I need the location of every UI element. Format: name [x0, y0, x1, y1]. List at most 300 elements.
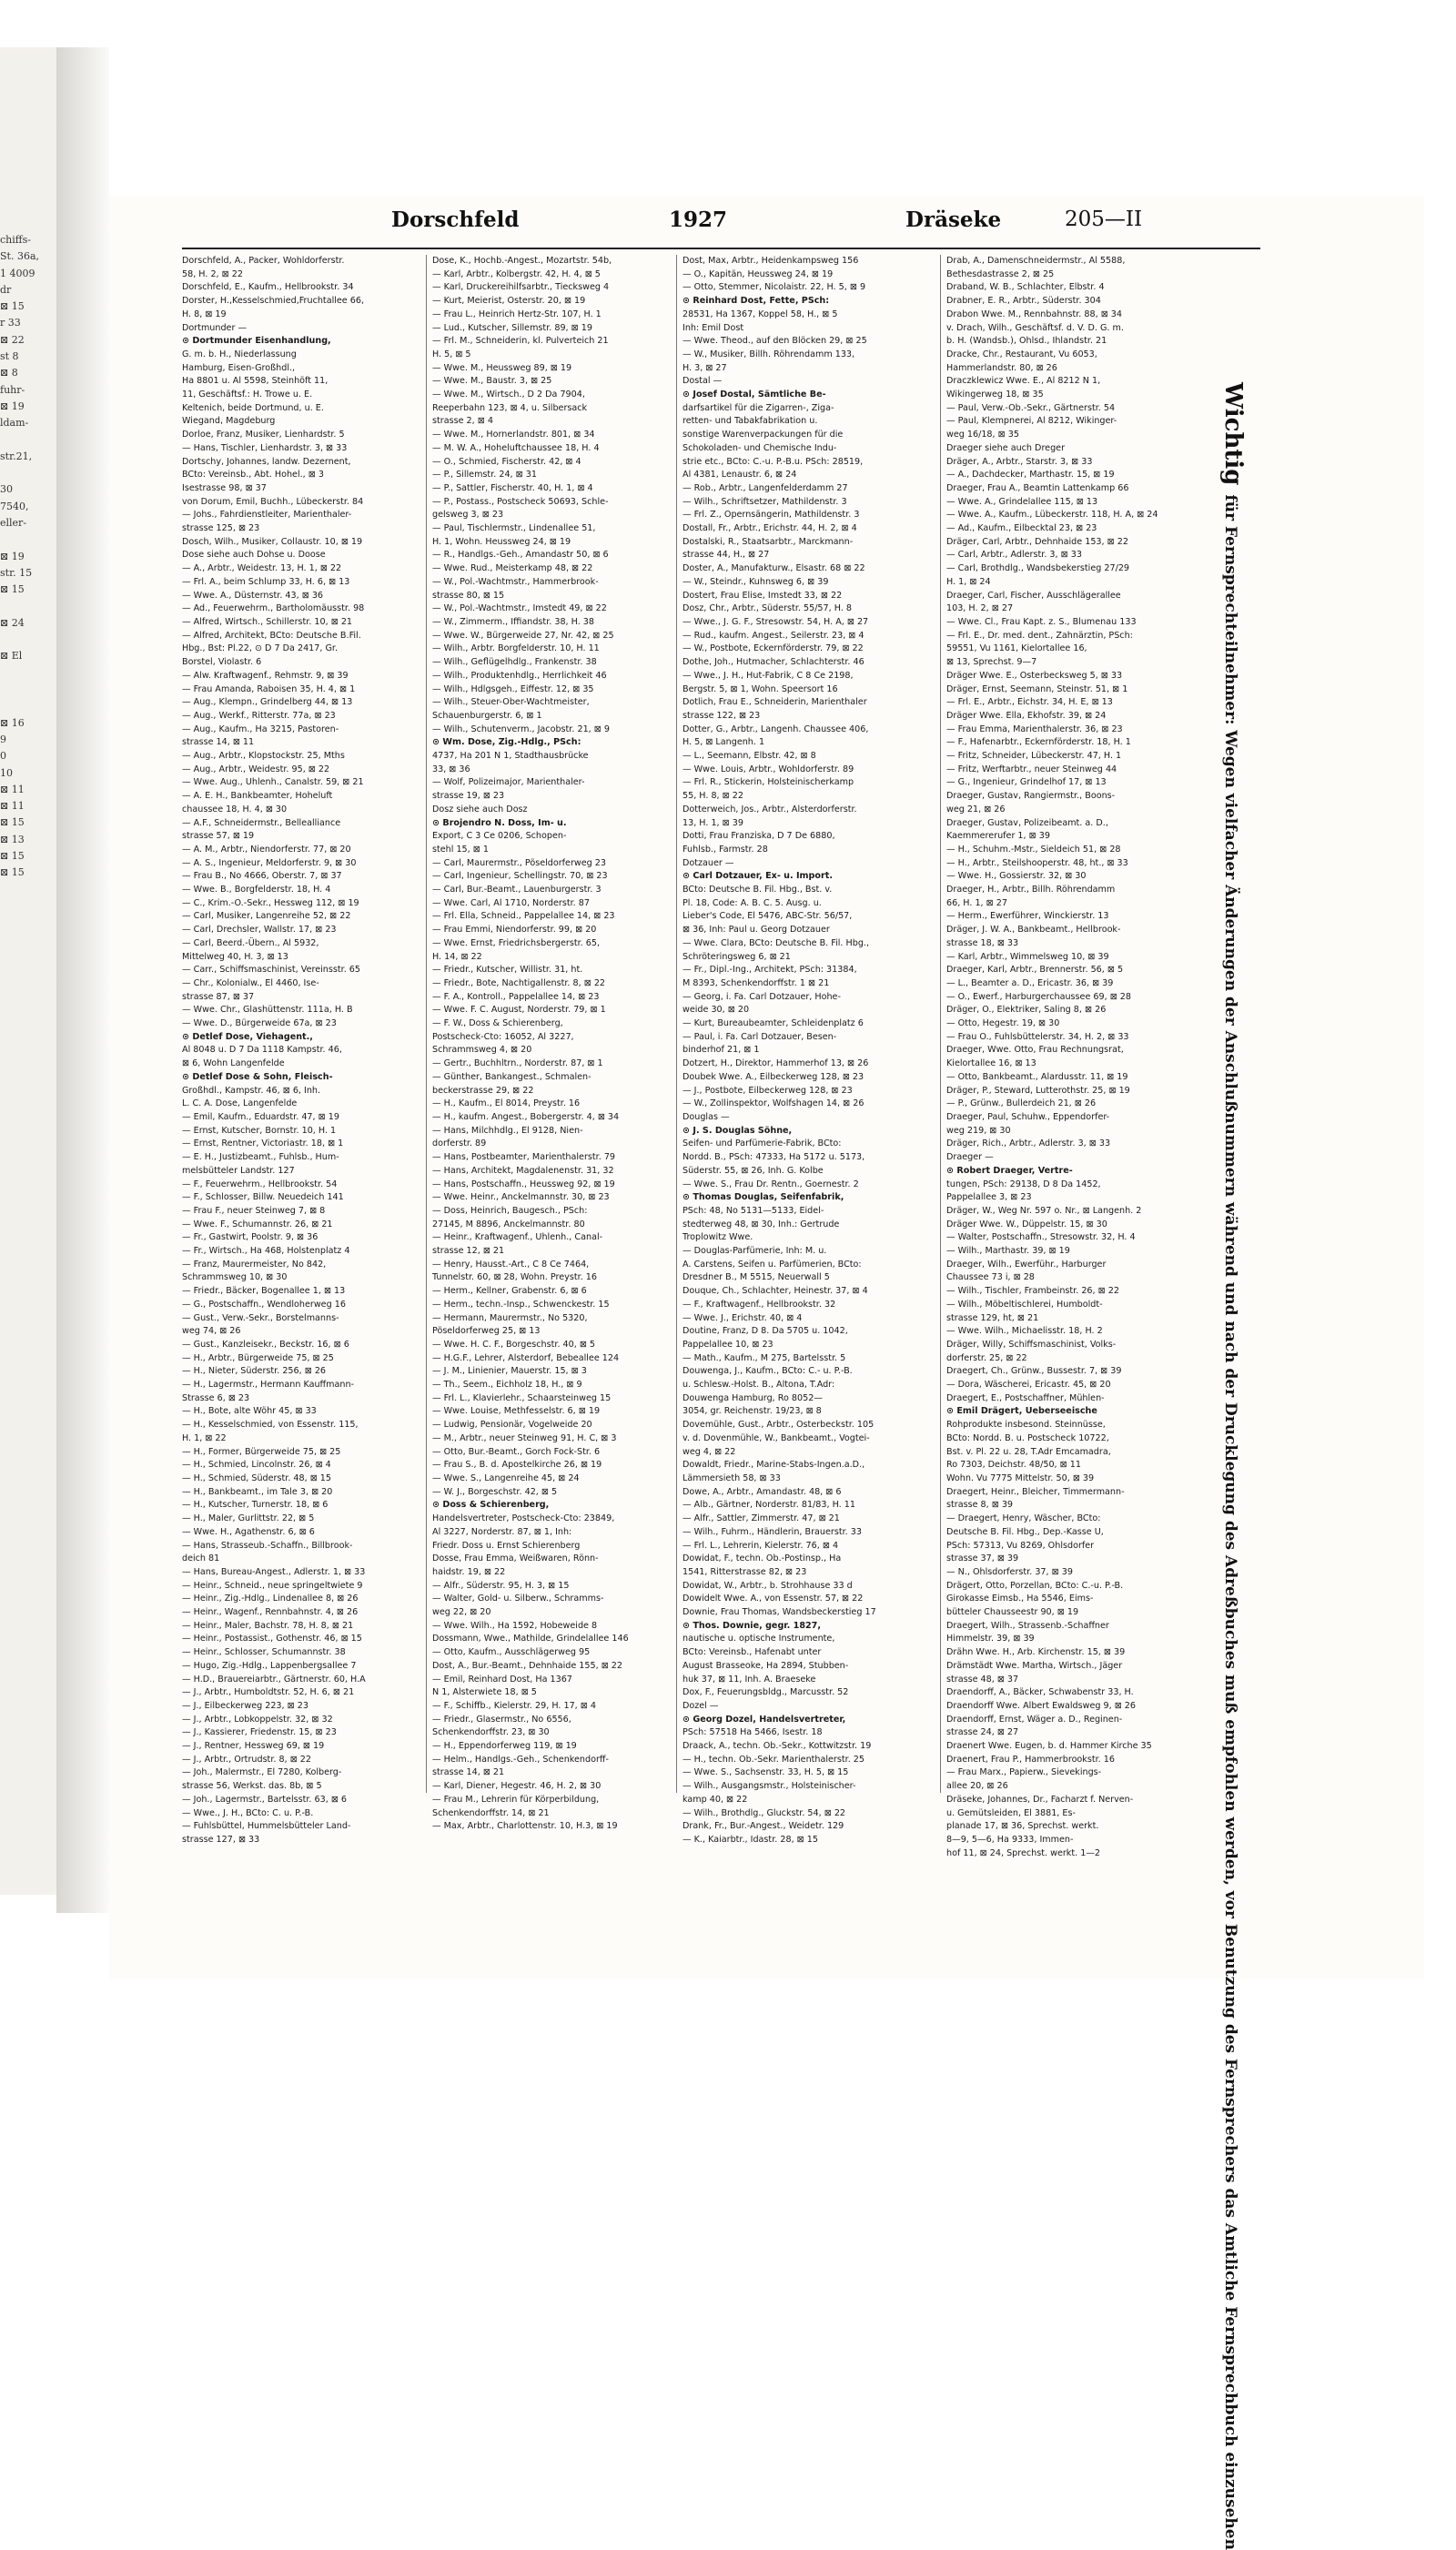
directory-entry-line: — Hans, Postbeamter, Marienthalerstr. 79: [432, 1152, 616, 1163]
directory-entry-line: ⊠ 6, Wohn Langenfelde: [182, 1058, 285, 1069]
edge-text-line: ⊠ 19: [0, 550, 25, 562]
directory-entry-line: Schauenburgerstr. 6, ⊠ 1: [432, 710, 542, 721]
directory-entry-line: H. 14, ⊠ 22: [432, 951, 482, 962]
directory-entry-line: — Hans, Bureau-Angest., Adlerstr. 1, ⊠ 33: [182, 1566, 366, 1577]
directory-entry-line: — H., Bote, alte Wöhr 45, ⊠ 33: [182, 1406, 317, 1417]
directory-entry-line: Wohn. Vu 7775 Mittelstr. 50, ⊠ 39: [946, 1472, 1095, 1483]
directory-entry-line: dorferstr. 25, ⊠ 22: [946, 1352, 1027, 1363]
directory-entry-line: Postscheck-Cto: 16052, Al 3227,: [432, 1031, 574, 1042]
directory-entry-line: — Gust., Kanzleisekr., Beckstr. 16, ⊠ 6: [182, 1339, 349, 1350]
directory-entry-line: — Doss, Heinrich, Baugesch., PSch:: [432, 1205, 588, 1216]
directory-entry-line: — Kurt, Meierist, Osterstr. 20, ⊠ 19: [432, 296, 586, 307]
directory-entry-line: Lämmersieth 58, ⊠ 33: [682, 1472, 781, 1483]
directory-entry-line: Doutine, Franz, D 8. Da 5705 u. 1042,: [682, 1326, 848, 1337]
directory-entry-line: — K., Kaiarbtr., Idastr. 28, ⊠ 15: [682, 1834, 818, 1845]
directory-entry-line: Draegert, Heinr., Bleicher, Timmermann-: [946, 1486, 1125, 1497]
directory-entry-line: — Alb., Gärtner, Norderstr. 81/83, H. 11: [682, 1500, 855, 1511]
edge-text-line: ⊠ 22: [0, 333, 25, 346]
directory-entry-line: — Wwe. Aug., Uhlenh., Canalstr. 59, ⊠ 21: [182, 777, 364, 788]
directory-entry-line: — Wwe., J. G. F., Stresowstr. 54, H. A, ⊠ 27: [682, 616, 869, 627]
directory-entry-line: ⊙ Emil Drägert, Ueberseeische: [946, 1406, 1097, 1417]
edge-text-line: chiffs-: [0, 234, 31, 246]
directory-entry-line: — Wilh., Brothdlg., Gluckstr. 54, ⊠ 22: [682, 1807, 846, 1818]
directory-entry-line: — Wilh., Schutenverm., Jacobstr. 21, ⊠ 9: [432, 724, 610, 734]
directory-entry-line: — Karl, Diener, Hegestr. 46, H. 2, ⊠ 30: [432, 1781, 602, 1792]
directory-entry-line: — Carr., Schiffsmaschinist, Vereinsstr. 65: [182, 965, 361, 976]
directory-entry-line: chaussee 18, H. 4, ⊠ 30: [182, 804, 288, 815]
directory-entry-line: — Lud., Kutscher, Sillemstr. 89, ⊠ 19: [432, 322, 592, 333]
directory-entry-line: 55, H. 8, ⊠ 22: [682, 791, 743, 802]
directory-entry-line: — W., Musiker, Billh. Röhrendamm 133,: [682, 349, 855, 359]
directory-entry-line: strasse 2, ⊠ 4: [432, 416, 493, 427]
directory-entry-line: Himmelstr. 39, ⊠ 39: [946, 1634, 1035, 1644]
directory-entry-line: — Wwe. Chr., Glashüttenstr. 111a, H. B: [182, 1005, 353, 1016]
edge-text-line: ⊠ 15: [0, 300, 25, 313]
edge-text-line: str. 15: [0, 566, 33, 579]
directory-entry-line: — Gertr., Buchhltrn., Norderstr. 87, ⊠ 1: [432, 1058, 603, 1069]
page-gutter: [56, 47, 109, 1913]
directory-entry-line: 8—9, 5—6, Ha 9333, Immen-: [946, 1834, 1074, 1845]
directory-entry-line: strasse 127, ⊠ 33: [182, 1834, 260, 1845]
directory-entry-line: — H., Former, Bürgerweide 75, ⊠ 25: [182, 1446, 341, 1457]
directory-entry-line: Dracke, Chr., Restaurant, Vu 6053,: [946, 349, 1097, 359]
directory-entry-line: retten- und Tabakfabrikation u.: [682, 416, 818, 427]
directory-entry-line: — F. W., Doss & Schierenberg,: [432, 1018, 563, 1029]
directory-entry-line: u. Schlesw.-Holst. B., Altona, T.Adr:: [682, 1380, 835, 1391]
directory-entry-line: — Herm., Kellner, Grabenstr. 6, ⊠ 6: [432, 1286, 587, 1297]
directory-entry-line: Draczklewicz Wwe. E., Al 8212 N 1,: [946, 376, 1101, 387]
directory-entry-line: — N., Ohlsdorferstr. 37, ⊠ 39: [946, 1566, 1073, 1577]
directory-entry-line: — Hans, Tischler, Lienhardstr. 3, ⊠ 33: [182, 442, 348, 453]
directory-entry-line: — Alfred, Architekt, BCto: Deutsche B.Fil.: [182, 630, 361, 641]
directory-entry-line: Downie, Frau Thomas, Wandsbeckerstieg 17: [682, 1607, 876, 1618]
edge-text-line: r 33: [0, 317, 21, 329]
edge-text-line: ⊠ 15: [0, 849, 25, 862]
directory-entry-line: — Wwe. Theod., auf den Blöcken 29, ⊠ 25: [682, 336, 867, 347]
directory-entry-line: — Frau M., Lehrerin für Körperbildung,: [432, 1794, 600, 1805]
directory-entry-line: — Friedr., Bäcker, Bogenallee 1, ⊠ 13: [182, 1286, 346, 1297]
directory-entry-line: 3054, gr. Reichenstr. 19/23, ⊠ 8: [682, 1406, 822, 1417]
directory-entry-line: M 8393, Schenkendorffstr. 1 ⊠ 21: [682, 977, 830, 988]
directory-entry-line: — Henry, Hausst.-Art., C 8 Ce 7464,: [432, 1259, 590, 1270]
directory-entry-line: weg 219, ⊠ 30: [946, 1125, 1011, 1136]
directory-entry-line: — Hans, Milchhdlg., El 9128, Nien-: [432, 1125, 583, 1136]
directory-entry-line: H. 3, ⊠ 27: [682, 362, 727, 373]
directory-entry-line: — Carl, Drechsler, Wallstr. 17, ⊠ 23: [182, 925, 337, 936]
directory-entry-line: Schenkendorffstr. 23, ⊠ 30: [432, 1727, 550, 1738]
directory-entry-line: — Fr., Gastwirt, Poolstr. 9, ⊠ 36: [182, 1232, 318, 1243]
directory-entry-line: — Fritz, Schneider, Lübeckerstr. 47, H. 1: [946, 751, 1122, 762]
directory-entry-line: Fuhlsb., Farmstr. 28: [682, 844, 768, 855]
directory-entry-line: — Franz, Maurermeister, No 842,: [182, 1259, 327, 1270]
edge-text-line: dr: [0, 283, 12, 296]
directory-entry-line: Dresdner B., M 5515, Neuerwall 5: [682, 1272, 830, 1283]
directory-entry-line: — Fuhlsbüttel, Hummelsbütteler Land-: [182, 1821, 351, 1832]
directory-entry-line: — Aug., Arbtr., Klopstockstr. 25, Mths: [182, 751, 345, 762]
directory-entry-line: — P., Sillemstr. 24, ⊠ 31: [432, 470, 537, 481]
directory-entry-line: — Rob., Arbtr., Langenfelderdamm 27: [682, 482, 848, 493]
directory-entry-line: weg 21, ⊠ 26: [946, 804, 1006, 815]
side-notice-heading: Wichtig: [1219, 382, 1247, 486]
directory-entry-line: — H., Eppendorferweg 119, ⊠ 19: [432, 1741, 577, 1752]
edge-text-line: [0, 465, 55, 481]
directory-entry-line: — H., Kaufm., El 8014, Preystr. 16: [432, 1098, 581, 1109]
directory-entry-line: — Math., Kaufm., M 275, Bartelsstr. 5: [682, 1352, 846, 1363]
directory-entry-line: — Aug., Arbtr., Weidestr. 95, ⊠ 22: [182, 764, 330, 774]
directory-entry-line: — Dora, Wäscherei, Ericastr. 45, ⊠ 20: [946, 1380, 1111, 1391]
directory-entry-line: PSch: 57518 Ha 5466, Isestr. 18: [682, 1727, 823, 1738]
directory-entry-line: Dozel —: [682, 1700, 719, 1711]
directory-entry-line: — Hans, Strasseub.-Schaffn., Billbrook-: [182, 1540, 353, 1551]
directory-entry-line: H. 1, ⊠ 22: [182, 1432, 227, 1443]
directory-entry-line: — Frau Emmi, Niendorferstr. 99, ⊠ 20: [432, 925, 597, 936]
directory-entry-line: Douwenga Hamburg, Ro 8052—: [682, 1392, 823, 1403]
directory-entry-line: — M. W. A., Hoheluftchaussee 18, H. 4: [432, 442, 600, 453]
directory-entry-line: Dox, F., Feuerungsbldg., Marcusstr. 52: [682, 1687, 849, 1698]
directory-entry-line: Kielortallee 16, ⊠ 13: [946, 1058, 1036, 1069]
directory-entry-line: — H.G.F., Lehrer, Alsterdorf, Bebeallee 124: [432, 1352, 620, 1363]
directory-entry-line: — O., Schmied, Fischerstr. 42, ⊠ 4: [432, 456, 581, 467]
directory-entry-line: — Aug., Klempn., Grindelberg 44, ⊠ 13: [182, 697, 353, 708]
directory-entry-line: — J., Postbote, Eilbeckerweg 128, ⊠ 23: [682, 1085, 853, 1096]
directory-entry-line: — Alfr., Sattler, Zimmerstr. 47, ⊠ 21: [682, 1513, 840, 1524]
directory-entry-line: — Ad., Kaufm., Eilbecktal 23, ⊠ 23: [946, 523, 1097, 534]
edge-text-line: [0, 531, 55, 548]
directory-entry-line: — Heinr., Maler, Bachstr. 78, H. 8, ⊠ 21: [182, 1620, 354, 1631]
directory-entry-line: v. Drach, Wilh., Geschäftsf. d. V. D. G. m.: [946, 322, 1124, 333]
directory-entry-line: strasse 24, ⊠ 27: [946, 1727, 1019, 1738]
directory-entry-line: Handelsvertreter, Postscheck-Cto: 23849,: [432, 1513, 615, 1524]
directory-entry-line: — Herm., techn.-Insp., Schwenckestr. 15: [432, 1299, 610, 1310]
directory-entry-line: BCto: Vereinsb., Hafenabt unter: [682, 1647, 822, 1658]
column-divider: [676, 255, 677, 1793]
header-page-number: 205—II: [1065, 207, 1143, 231]
edge-text-line: st 8: [0, 350, 19, 363]
directory-entry-line: Dräger, Carl, Arbtr., Dehnhaide 153, ⊠ 22: [946, 536, 1128, 547]
directory-entry-line: — Wwe. H. C. F., Borgeschstr. 40, ⊠ 5: [432, 1339, 596, 1350]
directory-entry-line: Dräger, Rich., Arbtr., Adlerstr. 3, ⊠ 33: [946, 1138, 1111, 1149]
directory-entry-line: — Hans, Architekt, Magdalenenstr. 31, 32: [432, 1165, 614, 1176]
directory-entry-line: Hamburg, Eisen-Großhdl.,: [182, 362, 296, 373]
directory-entry-line: — Heinr., Zig.-Hdlg., Lindenallee 8, ⊠ 26: [182, 1594, 359, 1604]
directory-entry-line: Dorster, H.,Kesselschmied,Fruchtallee 66,: [182, 296, 365, 307]
directory-entry-line: ⊠ 13, Sprechst. 9—7: [946, 657, 1037, 668]
directory-entry-line: — Wilh., Schriftsetzer, Mathildenstr. 3: [682, 496, 847, 507]
directory-entry-line: — Friedr., Bote, Nachtigallenstr. 8, ⊠ 22: [432, 977, 606, 988]
edge-text-line: 10: [0, 766, 13, 779]
directory-entry-line: Al 3227, Norderstr. 87, ⊠ 1, Inh:: [432, 1526, 572, 1537]
directory-entry-line: — Heinr., Wagenf., Rennbahnstr. 4, ⊠ 26: [182, 1607, 359, 1618]
directory-entry-line: stehl 15, ⊠ 1: [432, 844, 489, 855]
directory-entry-line: Kaemmererufer 1, ⊠ 39: [946, 831, 1050, 842]
directory-entry-line: Nordd. B., PSch: 47333, Ha 5172 u. 5173,: [682, 1152, 865, 1163]
directory-entry-line: Dose, K., Hochb.-Angest., Mozartstr. 54b,: [432, 256, 612, 266]
directory-entry-line: Dräger, Ernst, Seemann, Steinstr. 51, ⊠ 1: [946, 683, 1128, 694]
directory-entry-line: August Brasseoke, Ha 2894, Stubben-: [682, 1660, 849, 1671]
directory-entry-line: — Frau Marx., Papierw., Sievekings-: [946, 1767, 1102, 1778]
directory-entry-line: Pl. 18, Code: A. B. C. 5. Ausg. u.: [682, 897, 822, 908]
edge-text-line: eller-: [0, 517, 27, 530]
directory-entry-line: Dowidat, W., Arbtr., b. Strohhause 33 d: [682, 1580, 853, 1591]
directory-entry-line: — F., Feuerwehrm., Hellbrookstr. 54: [182, 1179, 338, 1189]
directory-entry-line: — Otto, Kaufm., Ausschlägerweg 95: [432, 1647, 591, 1658]
directory-entry-line: weide 30, ⊠ 20: [682, 1005, 750, 1016]
directory-entry-line: — J., Kassierer, Friedenstr. 15, ⊠ 23: [182, 1727, 337, 1738]
directory-entry-line: — Paul, Klempnerei, Al 8212, Wikinger-: [946, 416, 1117, 427]
directory-entry-line: Dotzert, H., Direktor, Hammerhof 13, ⊠ 26: [682, 1058, 869, 1069]
directory-entry-line: — Heinr., Schneid., neue springeltwiete 9: [182, 1580, 363, 1591]
directory-entry-line: — H., Kesselschmied, von Essenstr. 115,: [182, 1420, 359, 1431]
directory-entry-line: — Frl. Z., Opernsängerin, Mathildenstr. 3: [682, 510, 860, 521]
directory-entry-line: — Otto, Bur.-Beamt., Gorch Fock-Str. 6: [432, 1446, 601, 1457]
directory-entry-line: Lieber's Code, El 5476, ABC-Str. 56/57,: [682, 911, 853, 922]
directory-entry-line: Dräger Wwe. E., Osterbecksweg 5, ⊠ 33: [946, 670, 1123, 681]
directory-entry-line: Draendorff, A., Bäcker, Schwabenstr 33, H.: [946, 1687, 1134, 1698]
directory-entry-line: Bergstr. 5, ⊠ 1, Wohn. Speersort 16: [682, 683, 838, 694]
directory-entry-line: ⊙ Carl Dotzauer, Ex- u. Import.: [682, 871, 833, 882]
directory-entry-line: von Dorum, Emil, Buchh., Lübeckerstr. 84: [182, 496, 364, 507]
directory-column-1: [182, 255, 414, 1845]
directory-entry-line: BCto: Vereinsb., Abt. Hohel., ⊠ 3: [182, 470, 324, 481]
directory-entry-line: Draenert, Frau P., Hammerbrookstr. 16: [946, 1754, 1115, 1765]
directory-entry-line: Dosz, Chr., Arbtr., Süderstr. 55/57, H. 8: [682, 603, 852, 614]
directory-entry-line: — Joh., Lagermstr., Bartelsstr. 63, ⊠ 6: [182, 1794, 348, 1805]
directory-entry-line: — A. S., Ingenieur, Meldorferstr. 9, ⊠ 30: [182, 857, 357, 868]
directory-entry-line: — Wwe. Louis, Arbtr., Wohldorferstr. 89: [682, 764, 854, 774]
directory-entry-line: — Emil, Kaufm., Eduardstr. 47, ⊠ 19: [182, 1112, 339, 1122]
directory-entry-line: Dräger, A., Arbtr., Starstr. 3, ⊠ 33: [946, 456, 1093, 467]
directory-entry-line: — Ad., Feuerwehrm., Bartholomäusstr. 98: [182, 603, 365, 614]
directory-entry-line: — A., Dachdecker, Marthastr. 15, ⊠ 19: [946, 470, 1115, 481]
directory-entry-line: — Aug., Werkf., Ritterstr. 77a, ⊠ 23: [182, 710, 336, 721]
directory-entry-line: — P., Grünw., Bullerdeich 21, ⊠ 26: [946, 1098, 1097, 1109]
directory-entry-line: — Wwe. H., Agathenstr. 6, ⊠ 6: [182, 1526, 315, 1537]
directory-entry-line: — H., Lagermstr., Hermann Kauffmann-: [182, 1380, 355, 1391]
directory-entry-line: — Alw. Kraftwagenf., Rehmstr. 9, ⊠ 39: [182, 670, 349, 681]
directory-entry-line: Dorschfeld, E., Kaufm., Hellbrookstr. 34: [182, 282, 354, 293]
directory-entry-line: Bst. v. Pl. 22 u. 28, T.Adr Emcamadra,: [946, 1446, 1111, 1457]
directory-entry-line: — Otto, Bankbeamt., Alardusstr. 11, ⊠ 19: [946, 1071, 1128, 1082]
edge-text-line: ⊠ 13: [0, 833, 25, 845]
directory-entry-line: — Frau O., Fuhlsbüttelerstr. 34, H. 2, ⊠ 33: [946, 1031, 1129, 1042]
directory-entry-line: strasse 19, ⊠ 23: [432, 791, 505, 802]
directory-entry-line: Draendorff, Ernst, Wäger a. D., Reginen-: [946, 1714, 1123, 1725]
directory-entry-line: — Friedr., Kutscher, Willistr. 31, ht.: [432, 965, 583, 976]
directory-entry-line: — Wilh., Steuer-Ober-Wachtmeister,: [432, 697, 590, 708]
directory-entry-line: — H., Maler, Gurlittstr. 22, ⊠ 5: [182, 1513, 315, 1524]
directory-entry-line: Dräger, W., Weg Nr. 597 o. Nr., ⊠ Langenh. 2: [946, 1205, 1142, 1216]
directory-entry-line: — Wwe. Ernst, Friedrichsbergerstr. 65,: [432, 937, 601, 948]
header-first-entry: Dorschfeld: [391, 207, 520, 232]
directory-entry-line: — Frl. Ella, Schneid., Pappelallee 14, ⊠ 23: [432, 911, 615, 922]
directory-entry-line: Douwenga, J., Kaufm., BCto: C.- u. P.-B.: [682, 1366, 853, 1377]
directory-entry-line: — W., Zollinspektor, Wolfshagen 14, ⊠ 26: [682, 1098, 864, 1109]
directory-entry-line: weg 16/18, ⊠ 35: [946, 430, 1019, 440]
directory-entry-line: Schröteringsweg 6, ⊠ 21: [682, 951, 791, 962]
directory-entry-line: allee 20, ⊠ 26: [946, 1781, 1008, 1792]
edge-text-line: [0, 632, 55, 648]
directory-entry-line: — Frau B., No 4666, Oberstr. 7, ⊠ 37: [182, 871, 342, 882]
directory-entry-line: — Wwe., J. H., Hut-Fabrik, C 8 Ce 2198,: [682, 670, 854, 681]
directory-entry-line: strasse 48, ⊠ 37: [946, 1674, 1019, 1685]
directory-entry-line: Dowidat, F., techn. Ob.-Postinsp., Ha: [682, 1553, 842, 1564]
directory-entry-line: — Wilh., Hdlgsgeh., Eiffestr. 12, ⊠ 35: [432, 683, 594, 694]
directory-entry-line: Draendorff Wwe. Albert Ewaldsweg 9, ⊠ 26: [946, 1700, 1136, 1711]
directory-entry-line: deich 81: [182, 1553, 220, 1564]
directory-entry-line: Draeger, Frau A., Beamtin Lattenkamp 66: [946, 482, 1129, 493]
directory-entry-line: — Frl. E., Arbtr., Eichstr. 34, H. E, ⊠ 13: [946, 697, 1113, 708]
directory-entry-line: Schrammsweg 4, ⊠ 20: [432, 1045, 532, 1056]
directory-column-3: [682, 255, 915, 1845]
directory-entry-line: — Wwe. Wilh., Michaelisstr. 18, H. 2: [946, 1326, 1103, 1337]
directory-entry-line: G. m. b. H., Niederlassung: [182, 349, 297, 359]
side-notice: [1206, 382, 1247, 2550]
directory-entry-line: Draegert, Wilh., Strassenb.-Schaffner: [946, 1620, 1109, 1631]
directory-entry-line: dorferstr. 89: [432, 1138, 487, 1149]
edge-text-line: St. 36a,: [0, 250, 40, 263]
directory-entry-line: — Rud., kaufm. Angest., Seilerstr. 23, ⊠ 4: [682, 630, 864, 641]
directory-entry-line: — Ludwig, Pensionär, Vogelweide 20: [432, 1420, 592, 1431]
directory-entry-line: Deutsche B. Fil. Hbg., Dep.-Kasse U,: [946, 1526, 1104, 1537]
directory-entry-line: ⊙ Thos. Downie, gegr. 1827,: [682, 1620, 822, 1631]
directory-entry-line: — Hugo, Zig.-Hdlg., Lappenbergsallee 7: [182, 1660, 357, 1671]
directory-entry-line: — Carl, Ingenieur, Schellingstr. 70, ⊠ 23: [432, 871, 608, 882]
directory-entry-line: Dowidelt Wwe. A., von Essenstr. 57, ⊠ 22: [682, 1594, 864, 1604]
directory-entry-line: — Helm., Handlgs.-Geh., Schenkendorff-: [432, 1754, 609, 1765]
directory-entry-line: — L., Beamter a. D., Ericastr. 36, ⊠ 39: [946, 977, 1114, 988]
directory-entry-line: Dosz siehe auch Dosz: [432, 804, 528, 815]
directory-entry-line: — Walter, Gold- u. Silberw., Schramms-: [432, 1594, 604, 1604]
directory-entry-line: strasse 12, ⊠ 21: [432, 1246, 505, 1257]
directory-entry-line: — Wwe. J., Erichstr. 40, ⊠ 4: [682, 1312, 803, 1323]
directory-entry-line: Draack, A., techn. Ob.-Sekr., Kottwitzstr. 19: [682, 1741, 872, 1752]
directory-entry-line: — J., Arbtr., Ortrudstr. 8, ⊠ 22: [182, 1754, 311, 1765]
directory-entry-line: N 1, Alsterwiete 18, ⊠ 5: [432, 1687, 537, 1698]
directory-entry-line: Ro 7303, Deichstr. 48/50, ⊠ 11: [946, 1460, 1081, 1471]
directory-entry-line: ⊙ Detlef Dose & Sohn, Fleisch-: [182, 1071, 333, 1082]
directory-entry-line: Dosse, Frau Emma, Weißwaren, Rönn-: [432, 1553, 599, 1564]
directory-entry-line: sonstige Warenverpackungen für die: [682, 430, 844, 440]
directory-entry-line: — F., Hafenarbtr., Eckernförderstr. 18, H. 1: [946, 737, 1131, 748]
directory-entry-line: Draeger siehe auch Dreger: [946, 442, 1066, 453]
directory-entry-line: Draeger, H., Arbtr., Billh. Röhrendamm: [946, 885, 1116, 896]
directory-entry-line: Dräger Wwe. W., Düppelstr. 15, ⊠ 30: [946, 1219, 1107, 1229]
directory-entry-line: Dostall, Fr., Arbtr., Erichstr. 44, H. 2, ⊠ 4: [682, 523, 857, 534]
directory-column-2: [432, 255, 664, 1832]
edge-text-line: 1 4009: [0, 267, 35, 279]
directory-entry-line: ⊙ Doss & Schierenberg,: [432, 1500, 550, 1511]
directory-entry-line: ⊙ Josef Dostal, Sämtliche Be-: [682, 390, 826, 400]
directory-entry-line: — W., Pol.-Wachtmstr., Imstedt 49, ⊠ 22: [432, 603, 607, 614]
directory-entry-line: haidstr. 19, ⊠ 22: [432, 1566, 506, 1577]
directory-entry-line: — Hermann, Maurermstr., No 5320,: [432, 1312, 588, 1323]
edge-text-line: 7540,: [0, 500, 29, 512]
directory-entry-line: Doster, A., Manufakturw., Elsastr. 68 ⊠ 22: [682, 563, 865, 574]
directory-entry-line: Draeger, Gustav, Polizeibeamt. a. D.,: [946, 817, 1108, 828]
directory-entry-line: Al 4381, Lenaustr. 6, ⊠ 24: [682, 470, 797, 481]
directory-entry-line: 27145, M 8896, Anckelmannstr. 80: [432, 1219, 585, 1229]
directory-entry-line: — Wwe. A., Grindelallee 115, ⊠ 13: [946, 496, 1098, 507]
directory-entry-line: Großhdl., Kampstr. 46, ⊠ 6, Inh.: [182, 1085, 321, 1096]
directory-entry-line: strasse 129, ht, ⊠ 21: [946, 1312, 1039, 1323]
directory-entry-line: Drämstädt Wwe. Martha, Wirtsch., Jäger: [946, 1660, 1123, 1671]
directory-entry-line: — Frl. L., Lehrerin, Kielerstr. 76, ⊠ 4: [682, 1540, 839, 1551]
directory-entry-line: — Kurt, Bureaubeamter, Schleidenplatz 6: [682, 1018, 864, 1029]
directory-entry-line: Dortschy, Johannes, landw. Dezernent,: [182, 456, 351, 467]
directory-entry-line: — H., Kutscher, Turnerstr. 18, ⊠ 6: [182, 1500, 329, 1511]
directory-entry-line: Pöseldorferweg 25, ⊠ 13: [432, 1326, 541, 1337]
directory-entry-line: 28531, Ha 1367, Koppel 58, H., ⊠ 5: [682, 309, 838, 319]
directory-entry-line: — Paul, Tischlermstr., Lindenallee 51,: [432, 523, 596, 534]
directory-entry-line: Pappelallee 10, ⊠ 23: [682, 1339, 774, 1350]
directory-entry-line: Dost, A., Bur.-Beamt., Dehnhaide 155, ⊠ 22: [432, 1660, 622, 1671]
directory-entry-line: H. 1, Wohn. Heussweg 24, ⊠ 19: [432, 536, 571, 547]
directory-entry-line: Wikingerweg 18, ⊠ 35: [946, 390, 1044, 400]
directory-entry-line: — Wwe. Cl., Frau Kapt. z. S., Blumenau 133: [946, 616, 1137, 627]
directory-entry-line: bütteler Chausseestr 90, ⊠ 19: [946, 1607, 1079, 1618]
directory-entry-line: — H., techn. Ob.-Sekr. Marienthalerstr. 25: [682, 1754, 865, 1765]
directory-entry-line: — Frau Emma, Marienthalerstr. 36, ⊠ 23: [946, 724, 1123, 734]
directory-entry-line: Schrammsweg 10, ⊠ 30: [182, 1272, 288, 1283]
directory-entry-line: — H., Schmied, Süderstr. 48, ⊠ 15: [182, 1472, 332, 1483]
directory-entry-line: ⊙ Detlef Dose, Viehagent.,: [182, 1031, 313, 1042]
directory-entry-line: — Draegert, Henry, Wäscher, BCto:: [946, 1513, 1101, 1524]
directory-entry-line: — Frau F., neuer Steinweg 7, ⊠ 8: [182, 1205, 326, 1216]
directory-entry-line: ⊙ Robert Draeger, Vertre-: [946, 1165, 1073, 1176]
directory-entry-line: — Frau L., Heinrich Hertz-Str. 107, H. 1: [432, 309, 602, 319]
directory-entry-line: 11, Geschäftsf.: H. Trowe u. E.: [182, 390, 313, 400]
directory-entry-line: — Max, Arbtr., Charlottenstr. 10, H.3, ⊠ 19: [432, 1821, 618, 1832]
directory-entry-line: — Wwe. Heinr., Anckelmannstr. 30, ⊠ 23: [432, 1192, 610, 1203]
edge-text-line: [0, 665, 55, 682]
directory-entry-line: strasse 37, ⊠ 39: [946, 1553, 1019, 1564]
directory-entry-line: — Frau Amanda, Raboisen 35, H. 4, ⊠ 1: [182, 683, 356, 694]
directory-entry-line: — Frau S., B. d. Apostelkirche 26, ⊠ 19: [432, 1460, 602, 1471]
directory-entry-line: — Johs., Fahrdienstleiter, Marienthaler-: [182, 510, 352, 521]
directory-entry-line: Seifen- und Parfümerie-Fabrik, BCto:: [682, 1138, 842, 1149]
edge-text-line: [0, 698, 55, 714]
directory-entry-line: — A. M., Arbtr., Niendorferstr. 77, ⊠ 20: [182, 844, 351, 855]
directory-entry-line: Dosch, Wilh., Musiker, Collaustr. 10, ⊠ 19: [182, 536, 363, 547]
directory-entry-line: — Frl. L., Klavierlehr., Schaarsteinweg 15: [432, 1392, 612, 1403]
directory-entry-line: — F., Schlosser, Billw. Neuedeich 141: [182, 1192, 344, 1203]
left-page-edge-text: [0, 232, 55, 882]
directory-entry-line: Draband, W. B., Schlachter, Elbstr. 4: [946, 282, 1105, 293]
directory-entry-line: Bethesdastrasse 2, ⊠ 25: [946, 268, 1055, 279]
directory-entry-line: BCto: Deutsche B. Fil. Hbg., Bst. v.: [682, 885, 833, 896]
directory-entry-line: Dräger, P., Steward, Lutterothstr. 25, ⊠ 19: [946, 1085, 1130, 1096]
directory-entry-line: — Wwe. F. C. August, Norderstr. 79, ⊠ 1: [432, 1005, 606, 1016]
side-notice-text: für Fernsprechteilnehmer: Wegen vielfacher Änderungen der Anschlußnummern während und nach der Drucklegung des Adreßbuches muß empfohlen werden, vor Benutzung des Fernsprechers das Amtliche Fernsprechbuch einzusehen: [1221, 494, 1239, 2550]
directory-entry-line: Dothe, Joh., Hutmacher, Schlachterstr. 46: [682, 657, 864, 668]
directory-entry-line: Draenert Wwe. Eugen, b. d. Hammer Kirche 35: [946, 1741, 1152, 1752]
directory-entry-line: — Wwe. S., Frau Dr. Rentn., Goernestr. 2: [682, 1179, 859, 1189]
directory-entry-line: — Wwe. H., Gossierstr. 32, ⊠ 30: [946, 871, 1087, 882]
directory-entry-line: Rohprodukte insbesond. Steinnüsse,: [946, 1420, 1106, 1431]
edge-text-line: ⊠ 11: [0, 800, 25, 813]
edge-text-line: ldam-: [0, 417, 29, 430]
directory-entry-line: beckerstrasse 29, ⊠ 22: [432, 1085, 534, 1096]
directory-entry-line: 66, H. 1, ⊠ 27: [946, 897, 1007, 908]
directory-entry-line: Dotti, Frau Franziska, D 7 De 6880,: [682, 831, 835, 842]
directory-entry-line: — Th., Seem., Eichholz 18, H., ⊠ 9: [432, 1380, 582, 1391]
directory-entry-line: — Fr., Wirtsch., Ha 468, Holstenplatz 4: [182, 1246, 350, 1257]
directory-entry-line: strasse 14, ⊠ 21: [432, 1767, 505, 1778]
directory-entry-line: — J., Rentner, Hessweg 69, ⊠ 19: [182, 1741, 325, 1752]
directory-entry-line: nautische u. optische Instrumente,: [682, 1634, 835, 1644]
directory-entry-line: — Alfred, Wirtsch., Schillerstr. 10, ⊠ 21: [182, 616, 353, 627]
directory-entry-line: L. C. A. Dose, Langenfelde: [182, 1098, 298, 1109]
